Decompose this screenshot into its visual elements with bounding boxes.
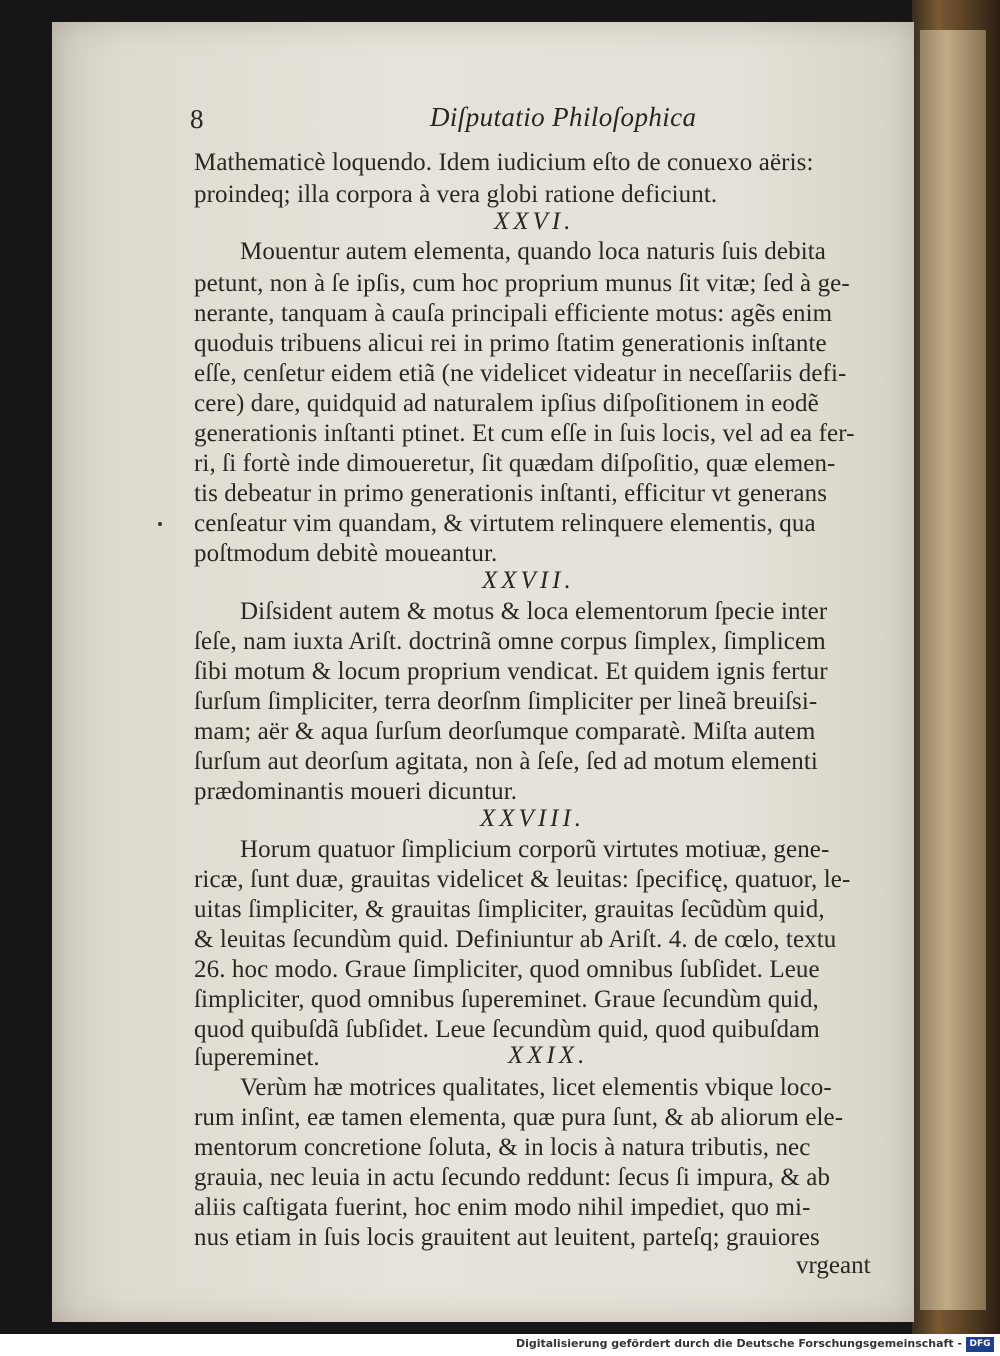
- text-line: Mathematicè loquendo. Idem iudicium eſto de conuexo aëris:: [194, 149, 814, 176]
- text-line: ſupereminet.: [194, 1044, 320, 1071]
- text-line: eſſe, cenſetur eidem etiã (ne videlicet videatur in neceſſariis defi-: [194, 360, 847, 387]
- text-line: nerante, tanquam à cauſa principali efficiente motus: agẽs enim: [194, 300, 833, 327]
- margin-mark: [158, 522, 162, 526]
- section-heading: XXVII.: [482, 567, 575, 594]
- text-line: Mouentur autem elementa, quando loca naturis ſuis debita: [240, 238, 826, 265]
- text-line: ri, ſi fortè inde dimoueretur, ſit quædam diſpoſitio, quæ elemen-: [194, 450, 836, 477]
- text-line: prædominantis moueri dicuntur.: [194, 778, 518, 805]
- text-line: Diſsident autem & motus & loca elementorum ſpecie inter: [240, 598, 828, 625]
- section-heading: XXVIII.: [480, 805, 586, 832]
- text-line: uitas ſimpliciter, & grauitas ſimpliciter, grauitas ſecũdùm quid,: [194, 896, 825, 923]
- text-line: cere) dare, quidquid ad naturalem ipſius diſpoſitionem in eodẽ: [194, 390, 819, 417]
- text-line: rum inſint, eæ tamen elementa, quæ pura ſunt, & ab aliorum ele-: [194, 1104, 844, 1131]
- text-line: petunt, non à ſe ipſis, cum hoc proprium munus ſit vitæ; ſed à ge-: [194, 270, 850, 297]
- catchword: vrgeant: [796, 1252, 871, 1279]
- text-line: quoduis tribuens alicui rei in primo ſtatim generationis inſtante: [194, 330, 827, 357]
- text-line: aliis caſtigata fuerint, hoc enim modo nihil impediet, quo mi-: [194, 1194, 811, 1221]
- text-line: poſtmodum debitè moueantur.: [194, 540, 498, 567]
- text-line: quod quibuſdã ſubſidet. Leue ſecundùm quid, quod quibuſdam: [194, 1016, 820, 1043]
- running-head: [140, 98, 780, 138]
- text-line: ricæ, ſunt duæ, grauitas videlicet & leuitas: ſpecificę, quatuor, le-: [194, 866, 851, 893]
- dfg-logo: DFG: [966, 1337, 994, 1352]
- text-line: Horum quatuor ſimplicium corporũ virtutes motiuæ, gene-: [240, 836, 830, 863]
- text-line: generationis inſtanti ptinet. Et cum eſſe in ſuis locis, vel ad ea fer-: [194, 420, 855, 447]
- text-line: cenſeatur vim quandam, & virtutem relinquere elementis, qua: [194, 510, 816, 537]
- text-line: Verùm hæ motrices qualitates, licet elementis vbique loco-: [240, 1074, 832, 1101]
- running-title: Diſputatio Philoſophica: [430, 102, 697, 132]
- footer-bar: [0, 1334, 1000, 1356]
- text-line: ſurſum ſimpliciter, terra deorſnm ſimpliciter per lineã breuiſsi-: [194, 688, 818, 715]
- text-line: nus etiam in ſuis locis grauitent aut leuitent, parteſq; grauiores: [194, 1224, 820, 1251]
- text-line: ſimpliciter, quod omnibus ſupereminet. Graue ſecundùm quid,: [194, 986, 819, 1013]
- book-page-stack: [920, 30, 986, 1310]
- text-line: ſurſum aut deorſum agitata, non à ſeſe, ſed ad motum elementi: [194, 748, 818, 775]
- section-heading: XXVI.: [494, 208, 575, 235]
- text-line: & leuitas ſecundùm quid. Definiuntur ab Ariſt. 4. de cœlo, textu: [194, 926, 837, 953]
- text-line: tis debeatur in primo generationis inſtanti, efficitur vt generans: [194, 480, 828, 507]
- text-line: 26. hoc modo. Graue ſimpliciter, quod omnibus ſubſidet. Leue: [194, 956, 820, 983]
- funding-credit: Digitalisierung gefördert durch die Deutsche Forschungsgemeinschaft -: [515, 1337, 962, 1350]
- text-line: grauia, nec leuia in actu ſecundo reddunt: ſecus ſi impura, & ab: [194, 1164, 831, 1191]
- text-line: mam; aër & aqua ſurſum deorſumque comparatè. Miſta autem: [194, 718, 816, 745]
- section-heading: XXIX.: [508, 1042, 589, 1069]
- text-line: ſeſe, nam iuxta Ariſt. doctrinã omne corpus ſimplex, ſimplicem: [194, 628, 826, 655]
- text-line: ſibi motum & locum proprium vendicat. Et quidem ignis fertur: [194, 658, 828, 685]
- text-line: mentorum concretione ſoluta, & in locis à natura tributis, nec: [194, 1134, 811, 1161]
- text-line: proindeq; illa corpora à vera globi ratione deficiunt.: [194, 181, 718, 208]
- page-number: 8: [190, 104, 204, 134]
